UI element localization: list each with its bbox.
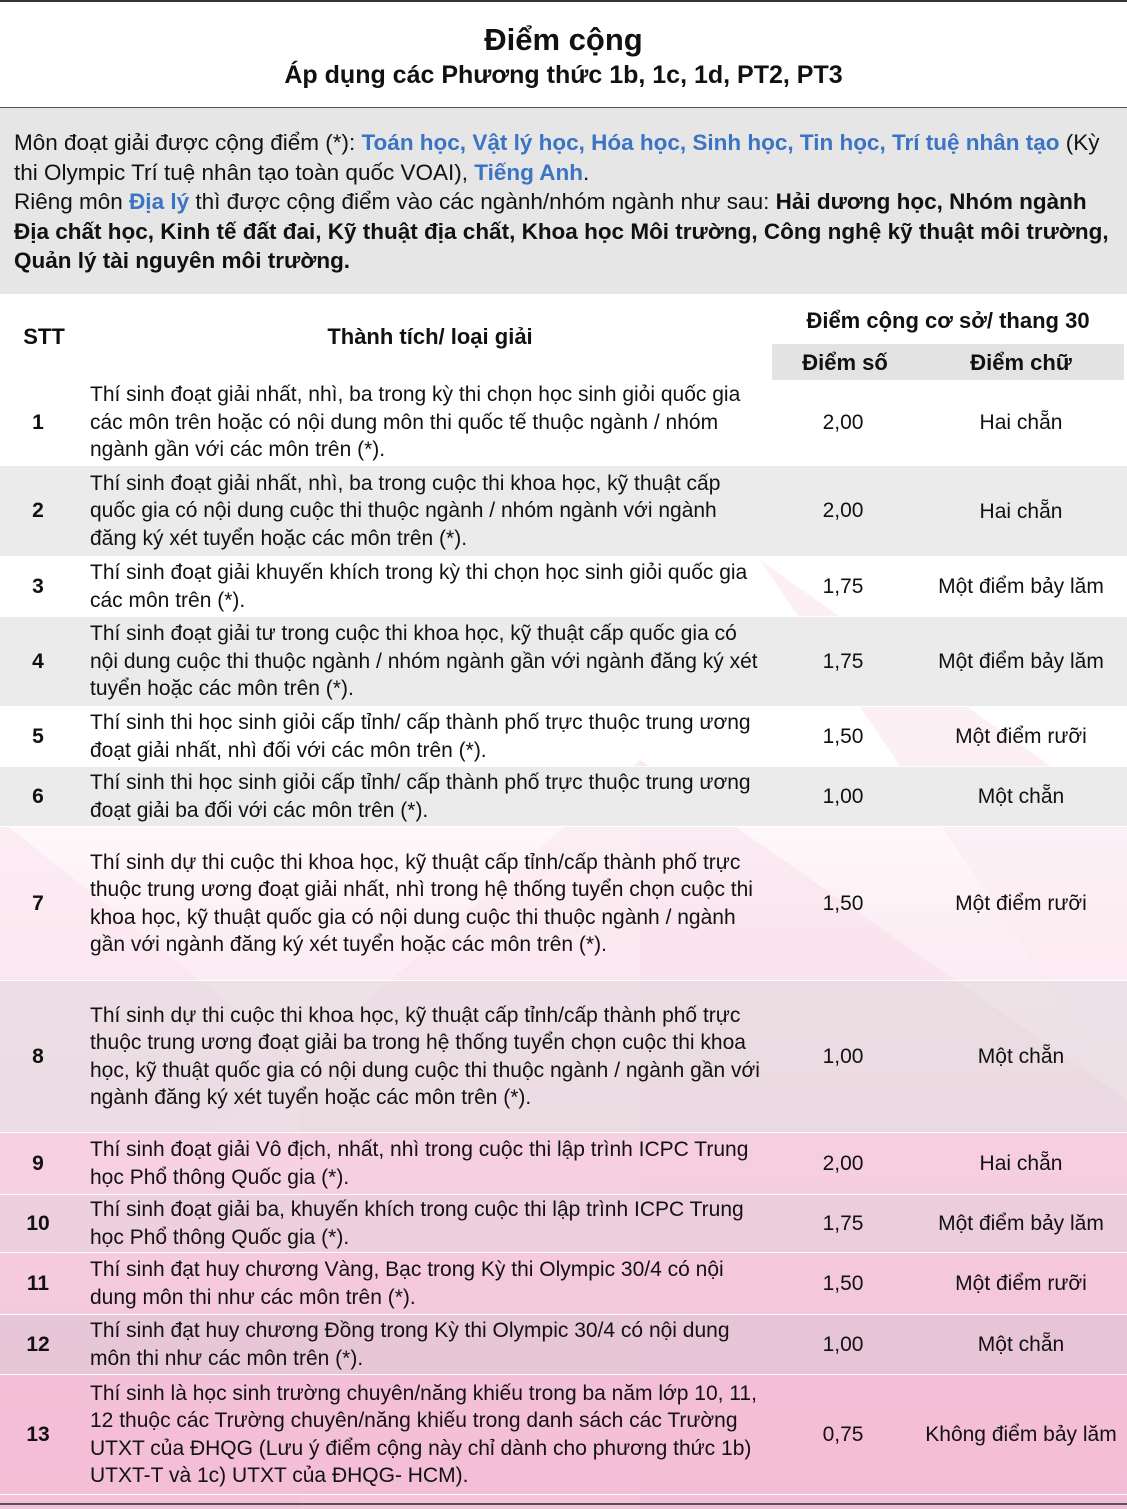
row-stt: 7 [32,891,44,915]
row-stt: 5 [32,724,44,748]
intro-line1-mid: (Kỳ thi Olympic Trí tuệ nhân tạo toàn quốc VOAI), [14,130,1100,185]
row-achievement: Thí sinh đoạt giải nhất, nhì, ba trong kỳ thi chọn học sinh giỏi quốc gia các môn trên hoặc có nội dung môn thi quốc tế thuộc ngành / nhóm ngành gần với các môn trên (*). [90,383,741,462]
row-achievement: Thí sinh là học sinh trường chuyên/năng khiếu trong ba năm lớp 10, 11, 12 thuộc các Trường chuyên/năng khiếu trong danh sách các Trường UTXT của ĐHQG (Lưu ý điểm cộng này chỉ dành cho phương thức 1b) UTXT-T và 1c) UTXT của ĐHQG- HCM). [90,1381,757,1487]
row-stt: 11 [26,1271,50,1295]
col-word-header: Điểm chữ [970,350,1072,375]
row-word: Không điểm bảy lăm [925,1423,1117,1446]
table-row [0,617,1127,707]
table-row [0,1253,1127,1315]
row-achievement: Thí sinh thi học sinh giỏi cấp tỉnh/ cấp thành phố trực thuộc trung ương đoạt giải ba đối với các môn trên (*). [90,771,751,822]
row-number: 0,75 [822,1422,864,1446]
row-achievement: Thí sinh thi học sinh giỏi cấp tỉnh/ cấp thành phố trực thuộc trung ương đoạt giải nhất, nhì đối với các môn trên (*). [90,711,751,762]
row-number: 1,50 [822,1271,864,1295]
row-word: Hai chẵn [979,411,1063,434]
row-word: Hai chẵn [979,499,1063,523]
row-stt: 12 [26,1332,50,1356]
col-stt-header: STT [23,324,65,349]
row-achievement: Thí sinh đạt huy chương Đồng trong Kỳ thi Olympic 30/4 có nội dung môn thi như các môn trên (*). [90,1319,730,1370]
intro-subjects: Toán học, Vật lý học, Hóa học, Sinh học, Tin học, Trí tuệ nhân tạo [361,130,1060,155]
row-number: 1,00 [822,1044,864,1068]
row-achievement: Thí sinh dự thi cuộc thi khoa học, kỹ thuật cấp tỉnh/cấp thành phố trực thuộc trung ương đoạt giải nhất, nhì trong hệ thống tuyển chọn cuộc thi khoa học, kỹ thuật quốc gia có nội dung cuộc thi thuộc ngành / ngành gần với ngành đăng ký xét tuyển hoặc các môn trên (*). [90,850,753,956]
table-row [0,1195,1127,1253]
intro-line2-prefix: Riêng môn [14,189,130,214]
intro-line1-end: . [582,159,590,185]
row-achievement: Thí sinh đoạt giải khuyến khích trong kỳ thi chọn học sinh giỏi quốc gia các môn trên (*). [90,561,748,612]
table-row [0,1133,1127,1195]
table-row [0,707,1127,767]
row-number: 1,50 [822,724,864,748]
table-body [0,380,1127,1495]
table-row [0,380,1127,466]
row-stt: 9 [32,1151,44,1175]
table-row [0,466,1127,557]
col-group-header: Điểm cộng cơ sở/ thang 30 [806,308,1090,333]
table-row [0,767,1127,827]
row-stt: 8 [32,1044,44,1068]
col-number-header: Điểm số [802,350,888,375]
table-row [0,827,1127,981]
row-word: Một chẵn [977,785,1065,808]
row-word: Một điểm bảy lăm [938,575,1104,598]
row-word: Một điểm rưỡi [955,725,1087,748]
row-word: Một chẵn [977,1045,1065,1068]
row-number: 1,00 [822,1332,864,1356]
table-header [0,294,1127,380]
row-stt: 4 [32,649,44,673]
table-row [0,1375,1127,1495]
row-word: Một điểm bảy lăm [938,1212,1104,1235]
intro-majors: Hải dương học, Nhóm ngành Địa chất học, Kinh tế đất đai, Kỹ thuật địa chất, Khoa học Môi trường, Công nghệ kỹ thuật môi trường, Quản lý tài nguyên môi trường. [14,189,1109,273]
row-achievement: Thí sinh đoạt giải Vô địch, nhất, nhì trong cuộc thi lập trình ICPC Trung học Phổ thông Quốc gia (*). [90,1138,749,1189]
col-achievement-header: Thành tích/ loại giải [327,324,533,349]
row-number: 1,50 [822,891,864,915]
row-stt: 1 [32,410,44,434]
row-word: Một điểm bảy lăm [938,650,1104,673]
row-number: 2,00 [822,499,864,522]
page-title: Điểm cộng [484,22,643,57]
row-achievement: Thí sinh dự thi cuộc thi khoa học, kỹ thuật cấp tỉnh/cấp thành phố trực thuộc trung ương đoạt giải ba trong hệ thống tuyển chọn cuộc thi khoa học, kỹ thuật quốc gia có nội dung cuộc thi thuộc ngành / ngành gần với ngành đăng ký xét tuyển hoặc các môn trên (*). [90,1003,760,1109]
row-stt: 13 [26,1422,50,1446]
bottom-rule [0,1503,1127,1505]
row-word: Một chẵn [977,1333,1065,1356]
row-number: 2,00 [822,1151,864,1175]
row-number: 2,00 [822,410,864,434]
intro-box [0,108,1127,294]
intro-line1-prefix: Môn đoạt giải được cộng điểm (*): [14,130,362,155]
header [0,2,1127,108]
row-number: 1,75 [822,649,864,673]
intro-english: Tiếng Anh [474,159,583,185]
table-row [0,981,1127,1133]
row-achievement: Thí sinh đạt huy chương Vàng, Bạc trong Kỳ thi Olympic 30/4 có nội dung môn thi như các môn trên (*). [90,1258,724,1309]
row-number: 1,75 [822,1211,864,1235]
row-stt: 10 [26,1211,50,1235]
table-row [0,1315,1127,1375]
row-word: Một điểm rưỡi [955,892,1087,915]
row-achievement: Thí sinh đoạt giải nhất, nhì, ba trong cuộc thi khoa học, kỹ thuật cấp quốc gia có nội dung cuộc thi thuộc ngành / nhóm ngành với ngành đăng ký xét tuyển hoặc các môn trên (*). [90,471,721,550]
row-number: 1,75 [822,574,864,598]
row-stt: 2 [32,499,44,522]
row-word: Một điểm rưỡi [955,1272,1087,1295]
intro-geography: Địa lý [129,189,190,214]
row-word: Hai chẵn [979,1152,1063,1175]
intro-line2-mid: thì được cộng điểm vào các ngành/nhóm ngành như sau: [189,189,776,214]
row-number: 1,00 [822,784,864,808]
row-achievement: Thí sinh đoạt giải tư trong cuộc thi khoa học, kỹ thuật cấp quốc gia có nội dung cuộc thi thuộc ngành / nhóm ngành gần với ngành đăng ký xét tuyển hoặc các môn trên (*). [90,622,758,701]
page-subtitle: Áp dụng các Phương thức 1b, 1c, 1d, PT2, PT3 [284,61,843,89]
table-row [0,557,1127,617]
row-achievement: Thí sinh đoạt giải ba, khuyến khích trong cuộc thi lập trình ICPC Trung học Phổ thông Quốc gia (*). [90,1198,744,1249]
row-stt: 6 [32,784,44,808]
row-stt: 3 [32,574,44,598]
